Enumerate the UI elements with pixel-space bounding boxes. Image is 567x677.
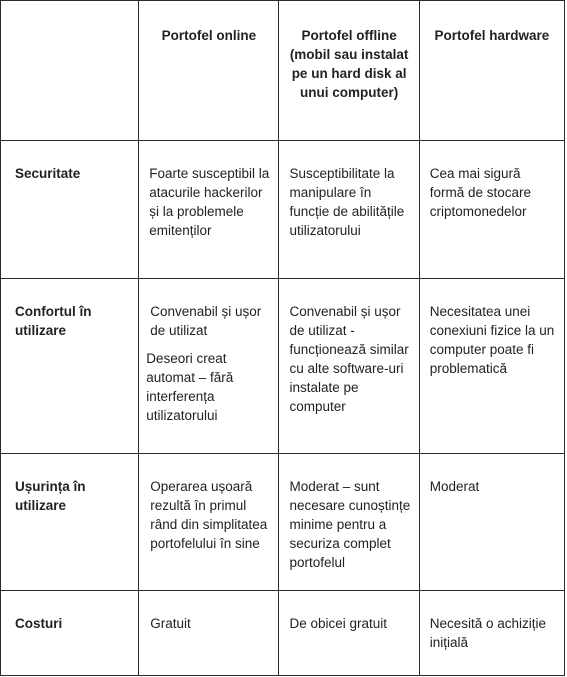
header-row [1,1,565,141]
row-label: Ușurința în utilizare [15,479,86,513]
header-cell-online [139,1,279,141]
cell-text: Convenabil și ușor de utilizat [150,304,262,338]
table-cell [419,141,564,279]
header-offline-text: Portofel offline (mobil sau instalat pe un hard disk al unui computer) [289,28,409,100]
cell-text: Deseori creat automat – fără interferența utilizatorului [146,351,234,423]
cell-text: Moderat [429,479,480,494]
row-label-cell [1,591,139,676]
header-online-text: Portofel online [161,28,257,43]
header-corner-cell [1,1,139,141]
table-row-security [1,141,565,279]
table-cell [419,454,564,591]
table-row-comfort [1,279,565,454]
table-cell [139,591,279,676]
table-cell [419,591,564,676]
cell-text: Necesitatea unei conexiuni fizice la un computer poate fi problematică [429,304,555,376]
table-cell [139,279,279,454]
table-cell [279,591,419,676]
table-cell [139,454,279,591]
cell-text: Convenabil și ușor de utilizat - funcționează similar cu alte software-uri instalate pe computer [289,304,409,414]
row-label-cell [1,279,139,454]
cell-text: Necesită o achiziție inițială [429,616,547,650]
cell-text: Susceptibilitate la manipulare în funcție de abilitățile utilizatorului [289,166,405,238]
row-label: Costuri [15,616,63,631]
cell-text: De obicei gratuit [289,616,388,631]
header-hardware-text: Portofel hardware [434,28,550,43]
table-row-costs [1,591,565,676]
cell-text: Gratuit [150,616,191,631]
table-cell [279,141,419,279]
header-corner-text [1,1,138,26]
row-label: Confortul în utilizare [15,304,92,338]
table-cell [139,141,279,279]
table-row-ease [1,454,565,591]
table-cell [279,279,419,454]
cell-text: Cea mai sigură formă de stocare criptomonedelor [429,166,531,219]
row-label-cell [1,454,139,591]
row-label-cell [1,141,139,279]
header-cell-hardware [419,1,564,141]
header-cell-offline [279,1,419,141]
table-cell [419,279,564,454]
row-label: Securitate [15,166,81,181]
table-cell [279,454,419,591]
cell-text: Moderat – sunt necesare cunoștințe minime pentru a securiza complet portofelul [289,479,411,570]
cell-text: Operarea ușoară rezultă în primul rând din simplitatea portofelului în sine [150,479,268,551]
cell-text: Foarte susceptibil la atacurile hackerilor și la problemele emitenților [149,166,270,238]
